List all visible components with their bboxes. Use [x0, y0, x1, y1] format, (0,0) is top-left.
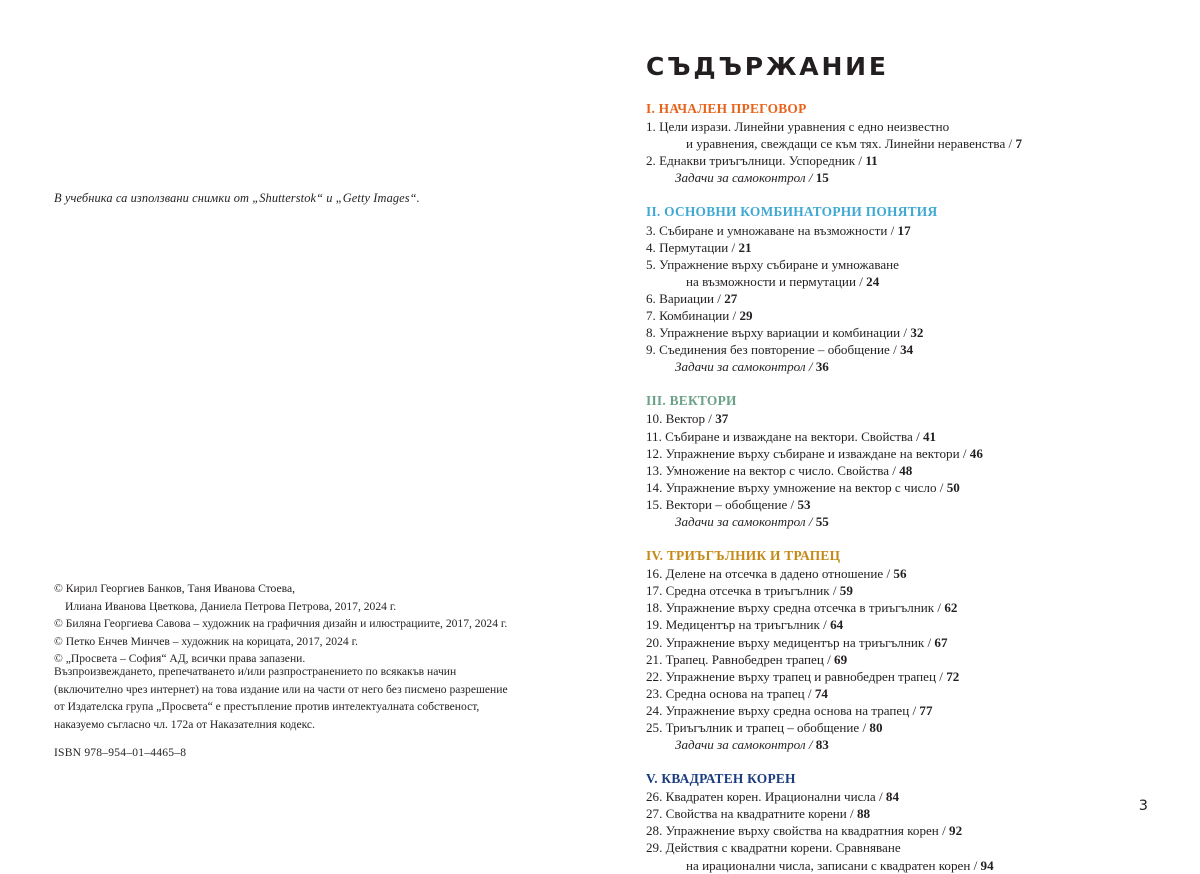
toc-entry-text: Задачи за самоконтрол /	[675, 736, 816, 752]
toc-entry[interactable]	[646, 599, 1146, 616]
toc-entry[interactable]	[646, 839, 1146, 873]
toc-entry-text: 27. Свойства на квадратните корени /	[646, 806, 857, 822]
toc-entry-page: 77	[919, 702, 933, 718]
toc-entry-page: 50	[946, 479, 960, 495]
toc-entry-text: 13. Умножение на вектор с число. Свойства /	[646, 462, 900, 478]
toc-entry-page: 74	[814, 685, 828, 701]
toc-entry-text: 4. Пермутации /	[646, 239, 739, 255]
toc-entry[interactable]	[646, 565, 1146, 582]
toc-entry[interactable]	[646, 410, 1146, 427]
toc-self-check-entry[interactable]	[646, 358, 1146, 375]
toc-section-heading: III. ВЕКТОРИ	[646, 393, 737, 409]
toc-entry-page: 92	[949, 823, 963, 839]
toc-entry[interactable]	[646, 651, 1146, 668]
toc-entry-page: 27	[724, 290, 738, 306]
toc-entry-text: 3. Събиране и умножаване на възможности /	[646, 222, 898, 238]
toc-entry-page: 15	[815, 170, 829, 186]
toc-entry-page: 11	[865, 153, 878, 169]
toc-entry[interactable]	[646, 805, 1146, 822]
toc-entry-page: 17	[897, 222, 911, 238]
toc-self-check-entry[interactable]	[646, 513, 1146, 530]
isbn-line: ISBN 978–954–01–4465–8	[54, 746, 187, 759]
toc-entry[interactable]	[646, 118, 1146, 152]
toc-section-heading: IV. ТРИЪГЪЛНИК И ТРАПЕЦ	[646, 548, 841, 564]
toc-entry-page: 34	[900, 342, 914, 358]
toc-entry-text: 18. Упражнение върху средна отсечка в триъгълник /	[646, 600, 945, 616]
toc-section	[646, 100, 1146, 186]
toc-entry-continuation	[666, 273, 1146, 290]
toc-entry-text: 1. Цели изрази. Линейни уравнения с едно неизвестно	[646, 119, 950, 135]
copyright-line: © Биляна Георгиева Савова – художник на графичния дизайн и илюстрациите, 2017, 2024 г.	[54, 617, 508, 631]
copyright-line: © Кирил Георгиев Банков, Таня Иванова Стоева,	[54, 582, 296, 595]
toc-entry[interactable]	[646, 479, 1146, 496]
toc-entry-page: 48	[899, 462, 913, 478]
legal-line: (включително чрез интернет) на това издание или на части от него без писмено разрешение	[54, 682, 508, 696]
toc-entry-text: 5. Упражнение върху събиране и умножаване	[646, 256, 899, 272]
toc-entry-text: 17. Средна отсечка в триъгълник /	[646, 583, 840, 599]
toc-entry-page: 59	[839, 583, 853, 599]
toc-entry-page: 84	[885, 789, 900, 805]
toc-entry-page: 41	[923, 428, 937, 444]
toc-entry-page: 88	[856, 806, 871, 822]
toc-entry-page: 29	[739, 308, 753, 324]
toc-entry[interactable]	[646, 290, 1146, 307]
toc-entry-text: 15. Вектори – обобщение /	[646, 496, 798, 512]
toc-self-check-entry[interactable]	[646, 736, 1146, 753]
toc-entry[interactable]	[646, 822, 1146, 839]
toc-entry-page: 7	[1015, 136, 1022, 152]
legal-notice-block	[54, 663, 524, 734]
toc-entry[interactable]	[646, 324, 1146, 341]
toc-entry-text: Задачи за самоконтрол /	[675, 170, 816, 186]
toc-entry[interactable]	[646, 445, 1146, 462]
toc-entry[interactable]	[646, 685, 1146, 702]
legal-line: от Издателска група „Просвета“ е престъпление против интелектуалната собственост,	[54, 700, 480, 714]
copyright-block	[54, 580, 524, 668]
toc-entry-page: 53	[797, 496, 811, 512]
toc-entry-text: 22. Упражнение върху трапец и равнобедрен трапец /	[646, 668, 947, 684]
toc-entry-text: 11. Събиране и изваждане на вектори. Свойства /	[646, 428, 923, 444]
toc-entry-page: 56	[893, 566, 907, 582]
toc-entry-page: 37	[715, 411, 729, 427]
toc-entry-text: 23. Средна основа на трапец /	[646, 685, 815, 701]
toc-entry-text: Задачи за самоконтрол /	[675, 513, 816, 529]
copyright-line: © Петко Енчев Минчев – художник на корицата, 2017, 2024 г.	[54, 634, 358, 648]
toc-entry-continuation	[666, 135, 1146, 152]
toc-entry-text: 2. Еднакви триъгълници. Успоредник /	[646, 153, 866, 169]
legal-line: Възпроизвеждането, препечатването и/или разпространението по всякакъв начин	[54, 665, 457, 678]
toc-self-check-entry[interactable]	[646, 169, 1146, 186]
copyright-line: © „Просвета – София“ АД, всички права запазени.	[54, 652, 306, 666]
toc-entry-text: 8. Упражнение върху вариации и комбинации /	[646, 325, 911, 341]
toc-entry-text: 10. Вектор /	[646, 411, 716, 427]
page-title: СЪДЪРЖАНИЕ	[646, 52, 889, 81]
toc-section	[646, 203, 1146, 375]
toc-entry-text: 14. Упражнение върху умножение на вектор с число /	[646, 479, 947, 495]
toc-entry-text: 24. Упражнение върху средна основа на трапец /	[646, 702, 920, 718]
toc-entry-page: 67	[934, 634, 948, 650]
toc-entry[interactable]	[646, 788, 1146, 805]
toc-entry-page: 80	[869, 719, 883, 735]
toc-entry-text: 28. Упражнение върху свойства на квадратния корен /	[646, 823, 950, 839]
toc-section	[646, 547, 1146, 753]
toc-sections	[646, 100, 1146, 874]
toc-entry-text: 9. Съединения без повторение – обобщение /	[646, 342, 901, 358]
toc-entry[interactable]	[646, 256, 1146, 290]
toc-section-heading: V. КВАДРАТЕН КОРЕН	[646, 771, 796, 787]
toc-entry[interactable]	[646, 496, 1146, 513]
toc-entry-page: 62	[944, 600, 958, 616]
legal-line: наказуемо съгласно чл. 172а от Наказателния кодекс.	[54, 718, 315, 732]
toc-entry[interactable]	[646, 341, 1146, 358]
toc-entry[interactable]	[646, 239, 1146, 256]
toc-entry-text: 26. Квадратен корен. Ирационални числа /	[646, 789, 886, 805]
toc-entry-text: 21. Трапец. Равнобедрен трапец /	[646, 651, 835, 667]
photo-credit-note: В учебника са използвани снимки от „Shutterstok“ и „Getty Images“.	[54, 191, 420, 205]
toc-entry-continuation	[666, 857, 1146, 874]
toc-entry[interactable]	[646, 634, 1146, 651]
toc-entry-text: Задачи за самоконтрол /	[675, 359, 816, 375]
toc-entry-page: 32	[910, 325, 924, 341]
toc-entry-continuation-text: на възможности и пермутации /	[686, 273, 867, 289]
toc-section	[646, 392, 1146, 530]
toc-entry-page: 94	[980, 857, 994, 873]
toc-entry[interactable]	[646, 582, 1146, 599]
toc-entry-text: 12. Упражнение върху събиране и изваждане на вектори /	[646, 445, 970, 461]
toc-section-heading: II. ОСНОВНИ КОМБИНАТОРНИ ПОНЯТИЯ	[646, 204, 938, 220]
copyright-column	[54, 0, 554, 862]
toc-entry[interactable]	[646, 152, 1146, 169]
toc-entry-page: 72	[946, 668, 960, 684]
toc-entry[interactable]	[646, 702, 1146, 719]
toc-entry[interactable]	[646, 428, 1146, 445]
toc-section-heading: I. НАЧАЛЕН ПРЕГОВОР	[646, 101, 807, 116]
toc-entry[interactable]	[646, 719, 1146, 736]
toc-entry-page: 36	[815, 359, 829, 375]
copyright-line: Илиана Иванова Цветкова, Даниела Петрова Петрова, 2017, 2024 г.	[65, 599, 397, 613]
toc-entry-page: 46	[969, 445, 983, 461]
toc-entry-page: 69	[834, 651, 848, 667]
toc-entry[interactable]	[646, 307, 1146, 324]
toc-entry[interactable]	[646, 222, 1146, 239]
toc-entry[interactable]	[646, 668, 1146, 685]
toc-entry-page: 24	[866, 273, 880, 289]
toc-entry-page: 83	[815, 736, 829, 752]
toc-entry[interactable]	[646, 616, 1146, 633]
toc-entry-page: 55	[815, 513, 829, 529]
toc-entry-text: 16. Делене на отсечка в дадено отношение /	[646, 566, 894, 582]
contents-column	[646, 0, 1146, 873]
toc-entry[interactable]	[646, 462, 1146, 479]
toc-entry-text: 25. Триъгълник и трапец – обобщение /	[646, 719, 870, 735]
toc-entry-page: 64	[830, 617, 844, 633]
toc-entry-text: 29. Действия с квадратни корени. Сравняване	[646, 840, 901, 856]
toc-section	[646, 770, 1146, 874]
toc-entry-continuation-text: и уравнения, свеждащи се към тях. Линейни неравенства /	[686, 136, 1016, 152]
toc-entry-text: 6. Вариации /	[646, 290, 725, 306]
toc-entry-text: 19. Медицентър на триъгълник /	[646, 617, 831, 633]
toc-entry-page: 21	[738, 239, 752, 255]
toc-entry-text: 20. Упражнение върху медицентър на триъгълник /	[646, 634, 935, 650]
toc-entry-continuation-text: на ирационални числа, записани с квадратен корен /	[686, 857, 981, 873]
page-number: 3	[1138, 798, 1148, 814]
toc-entry-text: 7. Комбинации /	[646, 308, 740, 324]
